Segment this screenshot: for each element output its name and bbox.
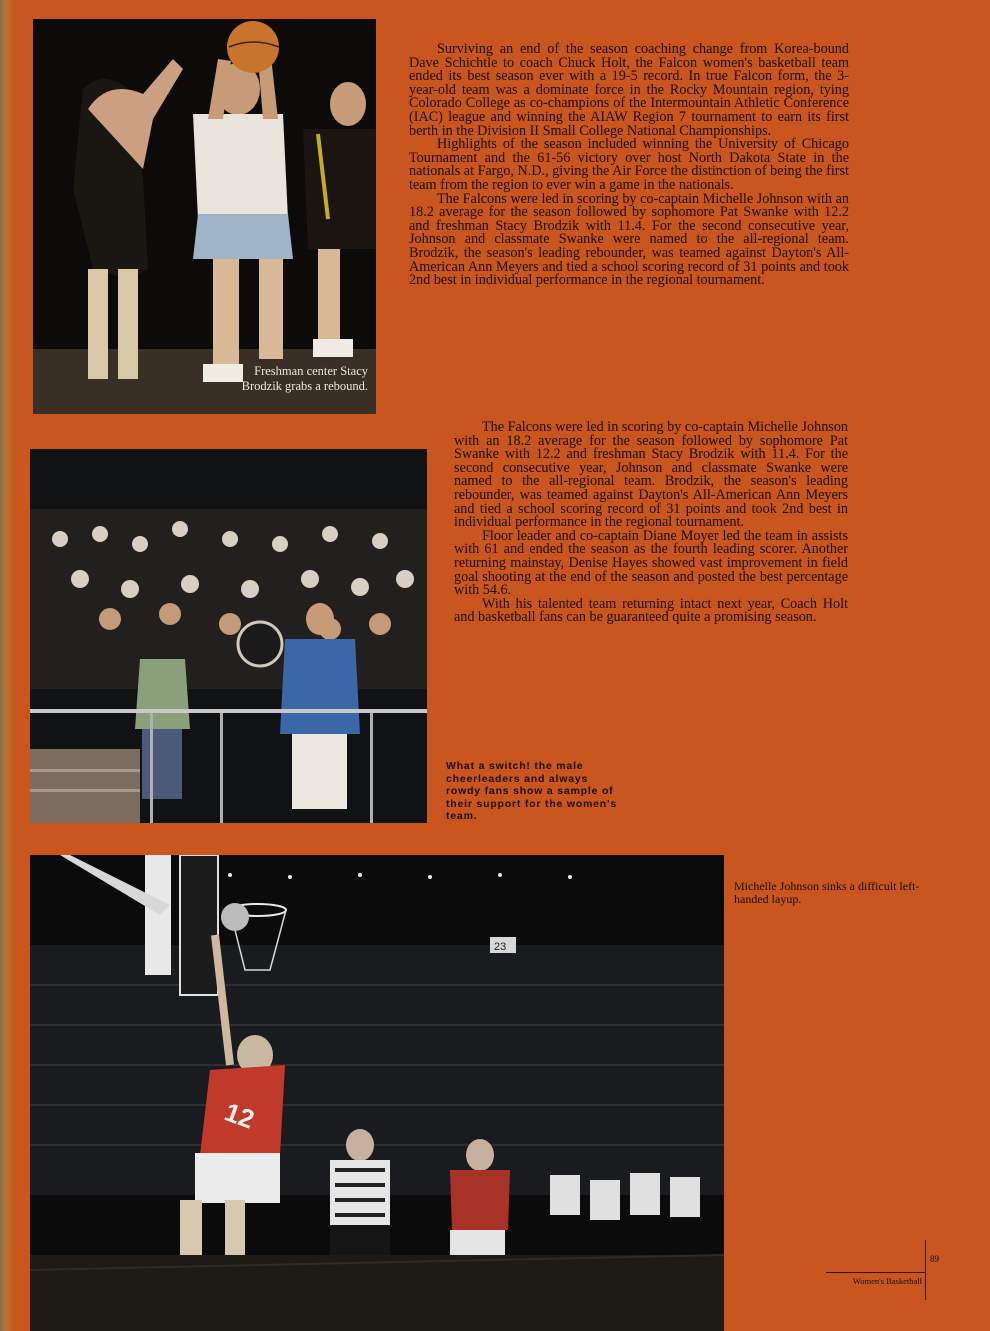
story-column-upper bbox=[409, 43, 849, 288]
story-paragraph: The Falcons were led in scoring by co-captain Michelle Johnson with an 18.2 average for the season followed by sophomore Pat Swanke with 12.2 and freshman Stacy Brodzik with 11.4. For the second consecutive year, Johnson and classmate Swanke were named to the all-regional team. Brodzik, the season's leading rebounder, was teamed against Dayton's All-American Ann Meyers and tied a school scoring record of 31 points and took 2nd best in individual performance in the regional tournament. bbox=[454, 419, 849, 531]
story-paragraph: Floor leader and co-captain Diane Moyer led the team in assists with 61 and ended the season as the fourth leading scorer. Another returning mainstay, Denise Hayes showed vast improvement in field goal shooting at the end of the season and posted the best percentage with 54.6. bbox=[454, 527, 848, 599]
section-title: Women's Basketball bbox=[852, 1276, 922, 1286]
story-paragraph: Highlights of the season included winning the University of Chicago Tournament and the 61-56 victory over host North Dakota State in the nationals at Fargo, N.D., giving the Air Force the distinction of being the first team from the region to ever win a game in the nationals. bbox=[409, 136, 849, 193]
rebound-photo bbox=[33, 19, 376, 414]
fans-photo-caption: What a switch! the male cheerleaders and always rowdy fans show a sample of their support for the women's team. bbox=[446, 760, 617, 822]
rebound-photo-caption: Freshman center Stacy Brodzik grabs a rebound. bbox=[241, 364, 368, 393]
page-folio bbox=[826, 1240, 966, 1300]
layup-photo-caption: Michelle Johnson sinks a difficult left-handed layup. bbox=[734, 879, 920, 906]
jersey-number: 12 bbox=[220, 1096, 259, 1135]
story-paragraph: With his talented team returning intact next year, Coach Holt and basketball fans can be guaranteed quite a promising season. bbox=[454, 595, 848, 626]
page-number: 89 bbox=[930, 1254, 939, 1264]
layup-photo-art bbox=[30, 855, 724, 1331]
story-paragraph: The Falcons were led in scoring by co-captain Michelle Johnson with an 18.2 average for the season followed by sophomore Pat Swanke with 12.2 and freshman Stacy Brodzik with 11.4. For the second consecutive year, Johnson and classmate Swanke were named to the all-regional team. Brodzik, the season's leading rebounder, was teamed against Dayton's All-American Ann Meyers and tied a school scoring record of 31 points and took 2nd best in individual performance in the regional tournament. bbox=[409, 190, 849, 289]
story-column-lower bbox=[454, 421, 848, 625]
scoreboard-digits: 23 bbox=[494, 941, 507, 953]
rebound-photo-art bbox=[33, 19, 376, 414]
layup-photo bbox=[30, 855, 724, 1331]
folio-rule-horizontal bbox=[826, 1272, 925, 1273]
story-paragraph: Surviving an end of the season coaching change from Korea-bound Dave Schichtle to coach Chuck Holt, the Falcon women's basketball team ended its best season ever with a 19-5 record. In true Falcon form, the 3-year-old team was a dominate force in the Rocky Mountain region, tying Colorado College as co-champions of the Intermountain Athletic Conference (IAC) league and winning the AIAW Region 7 tournament to earn its first berth in the Division II Small College National Championships. bbox=[409, 41, 849, 139]
fans-photo-art bbox=[30, 449, 427, 823]
fans-photo bbox=[30, 449, 427, 823]
folio-rule-vertical bbox=[925, 1240, 926, 1300]
page-binding-edge bbox=[0, 0, 14, 1331]
